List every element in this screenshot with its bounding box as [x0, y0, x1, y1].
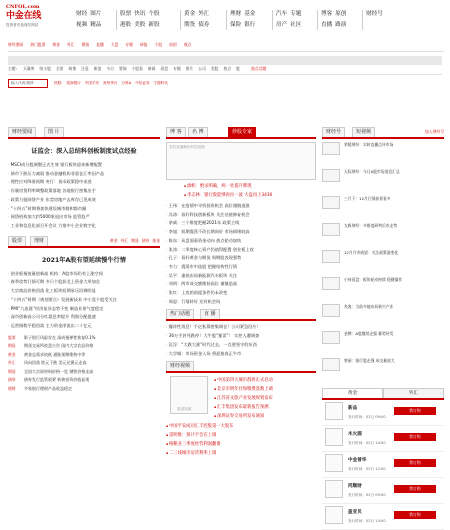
- subscribe-button[interactable]: 我订购: [394, 407, 436, 415]
- product-list: [322, 400, 444, 530]
- nav-link[interactable]: 新股: [148, 22, 160, 28]
- market-item[interactable]: [8, 385, 160, 394]
- author-avatar: [322, 331, 340, 344]
- nav-link[interactable]: 专题: [290, 11, 302, 17]
- news-tabs: [8, 128, 160, 139]
- right-column: [322, 128, 444, 530]
- nav-link[interactable]: 理财: [230, 11, 242, 17]
- product-date: 发行时间：02日 09:00: [348, 493, 386, 497]
- news-item[interactable]: · MSCI成分股调整正式生效 银行板块迎来新增配置: [8, 161, 160, 170]
- topic-tabs: [166, 310, 316, 321]
- tab-blog[interactable]: 博 客: [166, 127, 186, 137]
- blog-item[interactable]: · 吴平：逢低布局新能源汽车板块 关注: [166, 272, 316, 281]
- featured-link[interactable]: ▪ 李志林：银行股能够再拉一波 大盘再上3430: [184, 191, 316, 200]
- product-logo: [325, 428, 343, 446]
- product-name: 盈亚贝: [348, 510, 362, 515]
- topic-link[interactable]: 新浪: [93, 66, 102, 71]
- logo-text: 中金在线: [6, 10, 42, 21]
- topic-link[interactable]: 看盘: [160, 66, 169, 71]
- author-avatar: [322, 169, 340, 182]
- topic-list: [166, 323, 316, 358]
- video-title[interactable]: 财经视频: [166, 361, 194, 371]
- nav-link[interactable]: 路演: [335, 22, 347, 28]
- nav-link[interactable]: 外汇: [198, 11, 210, 17]
- subnav-link[interactable]: 期货: [81, 42, 90, 47]
- more-news-item[interactable]: ▪ 雷明维：预计不会在上调: [166, 431, 316, 440]
- subnav-link[interactable]: 黄金: [52, 42, 60, 47]
- video-section: [166, 362, 316, 373]
- market-text[interactable]: 期货交易所夜盘公告 国内大宗农品价格: [24, 343, 94, 349]
- blog-item[interactable]: · 陈东：从盘面看资金动向 热点轮动加快: [166, 237, 316, 246]
- tab-caijinghao[interactable]: 财经号: [322, 127, 345, 137]
- nav-link[interactable]: 财经: [76, 11, 88, 17]
- video-thumbnail[interactable]: [170, 376, 208, 414]
- market-label[interactable]: 外汇: [8, 360, 16, 366]
- author-text[interactable]: 小何看盘：板块轮动持续 稳健操作: [344, 277, 403, 282]
- caijinghao-item[interactable]: [322, 358, 444, 382]
- section-links: [107, 239, 160, 244]
- market-text[interactable]: 多家银行理财产品收益稳定: [24, 385, 72, 391]
- nav-link[interactable]: 视频: [76, 22, 88, 28]
- news-item[interactable]: · PMI“九连涨”经济复苏态势不变 制造业景气度稳定: [8, 305, 160, 314]
- author-text[interactable]: 三月下：12月行情前景看多: [344, 196, 391, 201]
- nav-group: [184, 9, 212, 31]
- nav-link[interactable]: 社区: [290, 22, 302, 28]
- blog-item[interactable]: · 余威：三个维度把握2021年 政策主线: [166, 219, 316, 228]
- topic-bar: [8, 66, 442, 75]
- author-avatar: [322, 196, 340, 209]
- topic-link[interactable]: 全景: [55, 66, 64, 71]
- subscribe-button[interactable]: 我订购: [394, 511, 436, 519]
- news-item[interactable]: · 债市下跌压力减弱 推动金融机构非重仓汇率因产品: [8, 170, 160, 179]
- news-item[interactable]: · 春季攻势行情可期 多只个股获北上资金大举加仓: [8, 278, 160, 287]
- news-item[interactable]: · 运营指数平稳回落 主力资金净流出二十亿元: [8, 322, 160, 331]
- product-date: 发行时间：02日 12:00: [348, 467, 386, 471]
- nav-link[interactable]: 黄金: [184, 11, 196, 17]
- tab-hot-topics[interactable]: 热门话题: [166, 309, 194, 319]
- nav-link[interactable]: 直播: [321, 22, 333, 28]
- topic-item[interactable]: · 沉浮：“大跌大涨”时代过去，一点要坚守的东西: [166, 341, 316, 350]
- author-text[interactable]: 太极财经：多维度研判后市走势: [344, 223, 398, 228]
- topic-item[interactable]: · 大学城：市场资金入场 将迎接真正牛市: [166, 350, 316, 359]
- caijinghao-item[interactable]: [322, 142, 444, 166]
- subscribe-button[interactable]: 我订购: [394, 433, 436, 441]
- search-row: [8, 79, 442, 89]
- hot-stock-link[interactable]: 万科A: [121, 81, 132, 85]
- nav-divider: [362, 10, 363, 30]
- nav-divider: [272, 10, 273, 30]
- product-name: 木火圆: [348, 432, 362, 437]
- nav-link[interactable]: 财经号: [366, 11, 383, 17]
- product-date: 发行时间：02日 14:00: [348, 519, 386, 523]
- market-label[interactable]: 期货: [8, 368, 16, 374]
- market-list: [8, 334, 160, 394]
- nav-group: [76, 9, 104, 31]
- subnav-link[interactable]: 财经要闻: [8, 42, 24, 47]
- product-name: 中金普华: [348, 458, 367, 463]
- author-avatar: [322, 223, 340, 236]
- video-item[interactable]: ▪ 深圳证券交易所发布通知: [214, 412, 273, 421]
- headline[interactable]: 证监会：深入总结科创板制度试点经验: [31, 148, 137, 155]
- caijinghao-list: [322, 142, 444, 382]
- product-tabs: [322, 388, 444, 400]
- market-item[interactable]: [8, 334, 160, 343]
- hot-stock-link[interactable]: 宁德时代: [153, 81, 168, 85]
- news-item[interactable]: · 大宗商品价格回落 化工板块短期承压回调明显: [8, 287, 160, 296]
- blog-item[interactable]: · 韦力：震荡市中选股 把握结构性行情: [166, 263, 316, 272]
- market-label[interactable]: 股票: [8, 334, 16, 340]
- image-caption: 实时直播解析科技指数: [169, 145, 205, 149]
- nav-divider: [317, 10, 318, 30]
- topic-item[interactable]: · 爆炸性消息！千亿私募密集调仓！公司紧急回应！: [166, 323, 316, 332]
- topic-label: 主题:: [8, 66, 17, 71]
- live-image[interactable]: [166, 142, 316, 180]
- market-item[interactable]: [8, 368, 160, 377]
- sub-nav: [8, 42, 444, 52]
- video-caption: 原创视频: [177, 406, 192, 411]
- blog-tabs: [166, 128, 316, 139]
- headline-2[interactable]: 2021年A股有望延续慢牛行情: [42, 256, 126, 264]
- news-item[interactable]: · 理性应对降准预期 央行：货币政策稳中求进: [8, 178, 160, 187]
- topic-item[interactable]: · 36万手封死跌停！大牛股“暴雷”！ 实控人遭调查: [166, 332, 316, 341]
- hot-stock-link[interactable]: 中国平安: [84, 81, 100, 85]
- market-text[interactable]: 债券发行监管收紧 转债投资价值显现: [24, 377, 90, 383]
- product-logo: [325, 506, 343, 524]
- topic-link[interactable]: 萌推: [68, 66, 77, 71]
- more-news-item[interactable]: ▪ 格鹅业三季度经营利润翻番: [166, 440, 316, 449]
- nav-link[interactable]: 股票: [120, 11, 132, 17]
- topic-link[interactable]: 美股: [210, 66, 219, 71]
- product-logo: [325, 402, 343, 420]
- author-text[interactable]: 金牌：A股继续走强 蓄势待发: [344, 331, 394, 336]
- nav-divider: [116, 10, 117, 30]
- product-date: 发行时间：02日 14:00: [348, 441, 386, 445]
- section-link[interactable]: 基金: [152, 237, 160, 243]
- caijinghao-item[interactable]: [322, 250, 444, 274]
- nav-link[interactable]: 保险: [230, 22, 242, 28]
- tab-famous-blog[interactable]: 名 博: [188, 127, 208, 137]
- author-text[interactable]: 荣媛财经：实时直播点评市场: [344, 142, 394, 147]
- author-avatar: [322, 277, 340, 290]
- market-item[interactable]: [8, 359, 160, 368]
- product-date: 发行时间：02日 09:00: [348, 415, 386, 419]
- more-news-item[interactable]: ▪ 二三线城市房贷利率上调: [166, 449, 316, 458]
- author-text[interactable]: 麦客：当前多地布局新兴产业: [344, 304, 394, 309]
- section-link[interactable]: 外汇: [120, 237, 129, 243]
- author-text[interactable]: 天际财经：今日A股市场消息汇总: [344, 169, 400, 174]
- product-row: [322, 478, 444, 504]
- author-avatar: [322, 142, 340, 155]
- nav-group: [120, 9, 163, 31]
- market-text[interactable]: 黄金总需求较低 通胀预期维持中等: [24, 351, 86, 357]
- topic-link[interactable]: 热点: [223, 66, 232, 71]
- caijinghao-item[interactable]: [322, 277, 444, 301]
- tagline: 投资者首选财经网站: [6, 23, 39, 28]
- subnav-link[interactable]: 大盘: [110, 42, 119, 47]
- product-row: [322, 400, 444, 426]
- video-item[interactable]: ▪ 江苏省文旅产业发展规划发布: [214, 394, 273, 403]
- news-item[interactable]: · “十四五”时期（规划要点）发展新技术 中小盘个股受关注: [8, 296, 160, 305]
- nav-link[interactable]: 个股: [148, 11, 160, 17]
- news-item[interactable]: · 存量房贷利率调整政策落地 各地银行密集出手: [8, 187, 160, 196]
- video-item[interactable]: ▪ 汇丰集团发布最新报告预测: [214, 403, 273, 412]
- caijinghao-tabs: [322, 128, 444, 139]
- product-name: 新品: [348, 406, 358, 411]
- topic-link[interactable]: 股: [236, 66, 240, 71]
- news-item[interactable]: · 政策力挺网贷产业 东莞房地产去库存已见成效: [8, 196, 160, 205]
- topic-link[interactable]: 注意: [81, 66, 89, 71]
- nav-link[interactable]: 快讯: [134, 11, 146, 17]
- topic-link[interactable]: 啥小股: [39, 66, 51, 71]
- nav-link[interactable]: 美股: [134, 22, 146, 28]
- topic-link[interactable]: 公司: [198, 66, 206, 71]
- product-row: [322, 452, 444, 478]
- blog-item[interactable]: · 李旭：短期震荡不改长期向好 市场情绪较高: [166, 228, 316, 237]
- subnav-link[interactable]: 外汇: [66, 42, 75, 47]
- tab-finance-news[interactable]: 财经要闻: [8, 127, 36, 137]
- nav-group: [230, 9, 258, 31]
- join-link[interactable]: 加入财经号: [425, 129, 444, 135]
- news-list-2: [8, 270, 160, 331]
- center-column: [166, 128, 316, 458]
- nav-link[interactable]: 图片: [90, 11, 102, 17]
- nav-group: [366, 9, 386, 20]
- market-item[interactable]: [8, 342, 160, 351]
- hot-stock-link[interactable]: 中信证券: [135, 81, 150, 85]
- subnav-link[interactable]: 研报: [139, 42, 148, 47]
- topic-highlight[interactable]: 视点话题: [251, 66, 267, 71]
- news-item[interactable]: · “十四五”时期将加快建设城市群和都市圈: [8, 205, 160, 214]
- video-item[interactable]: ▪ 中国第四大城市群将正式启动: [214, 376, 273, 385]
- hot-stock-link: 热股:: [54, 81, 63, 85]
- tab-forex[interactable]: 外汇: [383, 388, 444, 398]
- nav-group: [276, 9, 304, 31]
- caijinghao-item[interactable]: [322, 196, 444, 220]
- subscribe-button[interactable]: 我订购: [394, 459, 436, 467]
- market-label[interactable]: 债券: [8, 377, 16, 383]
- topic-link[interactable]: 要闻: [118, 66, 127, 71]
- more-news: [166, 422, 316, 458]
- section-link[interactable]: 债券: [141, 237, 150, 243]
- subnav-link[interactable]: 直播: [96, 42, 104, 47]
- nav-divider: [226, 10, 227, 30]
- caijinghao-item[interactable]: [322, 304, 444, 328]
- market-text[interactable]: 影子银行风险存在 深成指弹性恢复0.1%: [24, 334, 96, 340]
- subnav-link[interactable]: 个股: [154, 42, 163, 47]
- tab-gold[interactable]: 黄金: [322, 388, 383, 398]
- topic-link[interactable]: 个股看: [131, 66, 143, 71]
- hot-stocks: [54, 81, 172, 86]
- topic-link[interactable]: 今日: [106, 66, 114, 71]
- featured-link[interactable]: ▪ 旗帜：绝杀明确，两一处提升牌现: [184, 182, 316, 191]
- tab-short-video[interactable]: 短视频: [352, 127, 375, 137]
- blog-item[interactable]: · 刘明：两市成交额维持高位 谨慎追高: [166, 280, 316, 289]
- section-link[interactable]: 期货: [131, 237, 139, 243]
- author-avatar: [322, 250, 340, 263]
- market-label[interactable]: 期货: [8, 343, 16, 349]
- blog-item[interactable]: · 冯涛：看好科技创新板块 关注估值修复机会: [166, 211, 316, 220]
- subnav-link[interactable]: 热门股票: [30, 42, 46, 47]
- topic-link[interactable]: 专题: [173, 66, 181, 71]
- nav-link[interactable]: 精品: [90, 22, 102, 28]
- product-row: [322, 426, 444, 452]
- logo-domain: CNFOL.com: [6, 4, 40, 10]
- topic-link[interactable]: 天量库: [23, 66, 35, 71]
- product-name: 同顺财: [348, 484, 362, 489]
- logo[interactable]: [6, 4, 62, 28]
- product-logo: [325, 480, 343, 498]
- market-item[interactable]: [8, 376, 160, 385]
- more-news-item[interactable]: ▪ 中国平安成功汇丰控股第一大股东: [166, 422, 316, 431]
- news-list: [8, 161, 160, 231]
- section-link[interactable]: 黄金: [110, 237, 118, 243]
- tab-finance[interactable]: 理财: [30, 236, 48, 246]
- subscribe-button[interactable]: 我订购: [394, 485, 436, 493]
- stock-tabs: [8, 237, 160, 248]
- subnav-link[interactable]: 观点: [183, 42, 192, 47]
- nav-link[interactable]: 港股: [120, 22, 132, 28]
- video-list: [214, 376, 273, 421]
- nav-group: [321, 9, 349, 31]
- nav-link[interactable]: 债券: [198, 22, 210, 28]
- market-label[interactable]: 理财: [8, 385, 16, 391]
- search-input[interactable]: 输入代码/简拼: [8, 79, 48, 88]
- caijinghao-item[interactable]: [322, 331, 444, 355]
- subnav-link[interactable]: 原创: [169, 42, 177, 47]
- ad-banner[interactable]: [8, 56, 442, 65]
- blog-item[interactable]: · 张红：上攻的前提条件仍未改变: [166, 289, 316, 298]
- product-row: [322, 504, 444, 530]
- caijinghao-item[interactable]: [322, 169, 444, 193]
- blog-item[interactable]: · 周思：行情转好 还有机会吗: [166, 298, 316, 307]
- author-avatar: [322, 304, 340, 317]
- blog-list: [166, 202, 316, 306]
- author-avatar: [322, 358, 340, 371]
- author-text[interactable]: 12月月市展望：关注政策面变化: [344, 250, 399, 255]
- caijinghao-item[interactable]: [322, 223, 444, 247]
- news-item[interactable]: · 网贷机构加大约5000家退出市场 监管趋严: [8, 213, 160, 222]
- featured-links: [184, 182, 316, 200]
- nav-link[interactable]: 基金: [244, 11, 256, 17]
- subnav-link[interactable]: 专题: [125, 42, 133, 47]
- news-item[interactable]: · 深市创新高公司分红派息率提升 利润分配提速: [8, 313, 160, 322]
- nav-divider: [180, 10, 181, 30]
- topic-link[interactable]: 图片: [185, 66, 194, 71]
- tab-stocks[interactable]: 股票: [8, 236, 26, 246]
- nav-link[interactable]: 博客: [321, 11, 333, 17]
- market-item[interactable]: [8, 351, 160, 360]
- nav-link[interactable]: 银行: [244, 22, 256, 28]
- tab-stock-expert[interactable]: 炒股专家: [228, 127, 256, 137]
- video-item[interactable]: ▪ 北京市明年社保缴费基数上调: [214, 385, 273, 394]
- nav-link[interactable]: 汽车: [276, 11, 288, 17]
- author-text[interactable]: 曾丽：银行股走强 成交量放大: [344, 358, 395, 363]
- blog-item[interactable]: · 孔子：看好黄金与期货 周期股表现强势: [166, 254, 316, 263]
- blog-item[interactable]: · 张涛：二季度核心资产仍值得配置 创业板上攻: [166, 246, 316, 255]
- topic-link[interactable]: 新闻: [147, 66, 156, 71]
- news-item[interactable]: · 工业和信息化部召开会议 力推中小企业数字化: [8, 222, 160, 231]
- tab-live[interactable]: 直 播: [200, 309, 220, 319]
- product-logo: [325, 454, 343, 472]
- market-label[interactable]: 黄金: [8, 351, 16, 357]
- left-column: [8, 128, 160, 393]
- nav-link[interactable]: 房产: [276, 22, 288, 28]
- market-text[interactable]: 全国大宗原材料价格一览 钢铁价格走高: [24, 368, 94, 374]
- tab-images[interactable]: 图 片: [44, 127, 64, 137]
- news-item[interactable]: · 创业板指放量创新高 机构：A股市场仍有上涨空间: [8, 270, 160, 279]
- nav-link[interactable]: 原创: [335, 11, 347, 17]
- market-text[interactable]: 风向回落 欧元下跌 美元兑澳元走高: [24, 360, 87, 366]
- nav-link[interactable]: 期货: [184, 22, 196, 28]
- hot-stock-link[interactable]: 贵州茅台: [103, 81, 118, 85]
- hot-stock-link[interactable]: 招商银行: [66, 81, 81, 85]
- blog-item[interactable]: · 王伟：在疫情中寻找投资机会 高位谨慎追涨: [166, 202, 316, 211]
